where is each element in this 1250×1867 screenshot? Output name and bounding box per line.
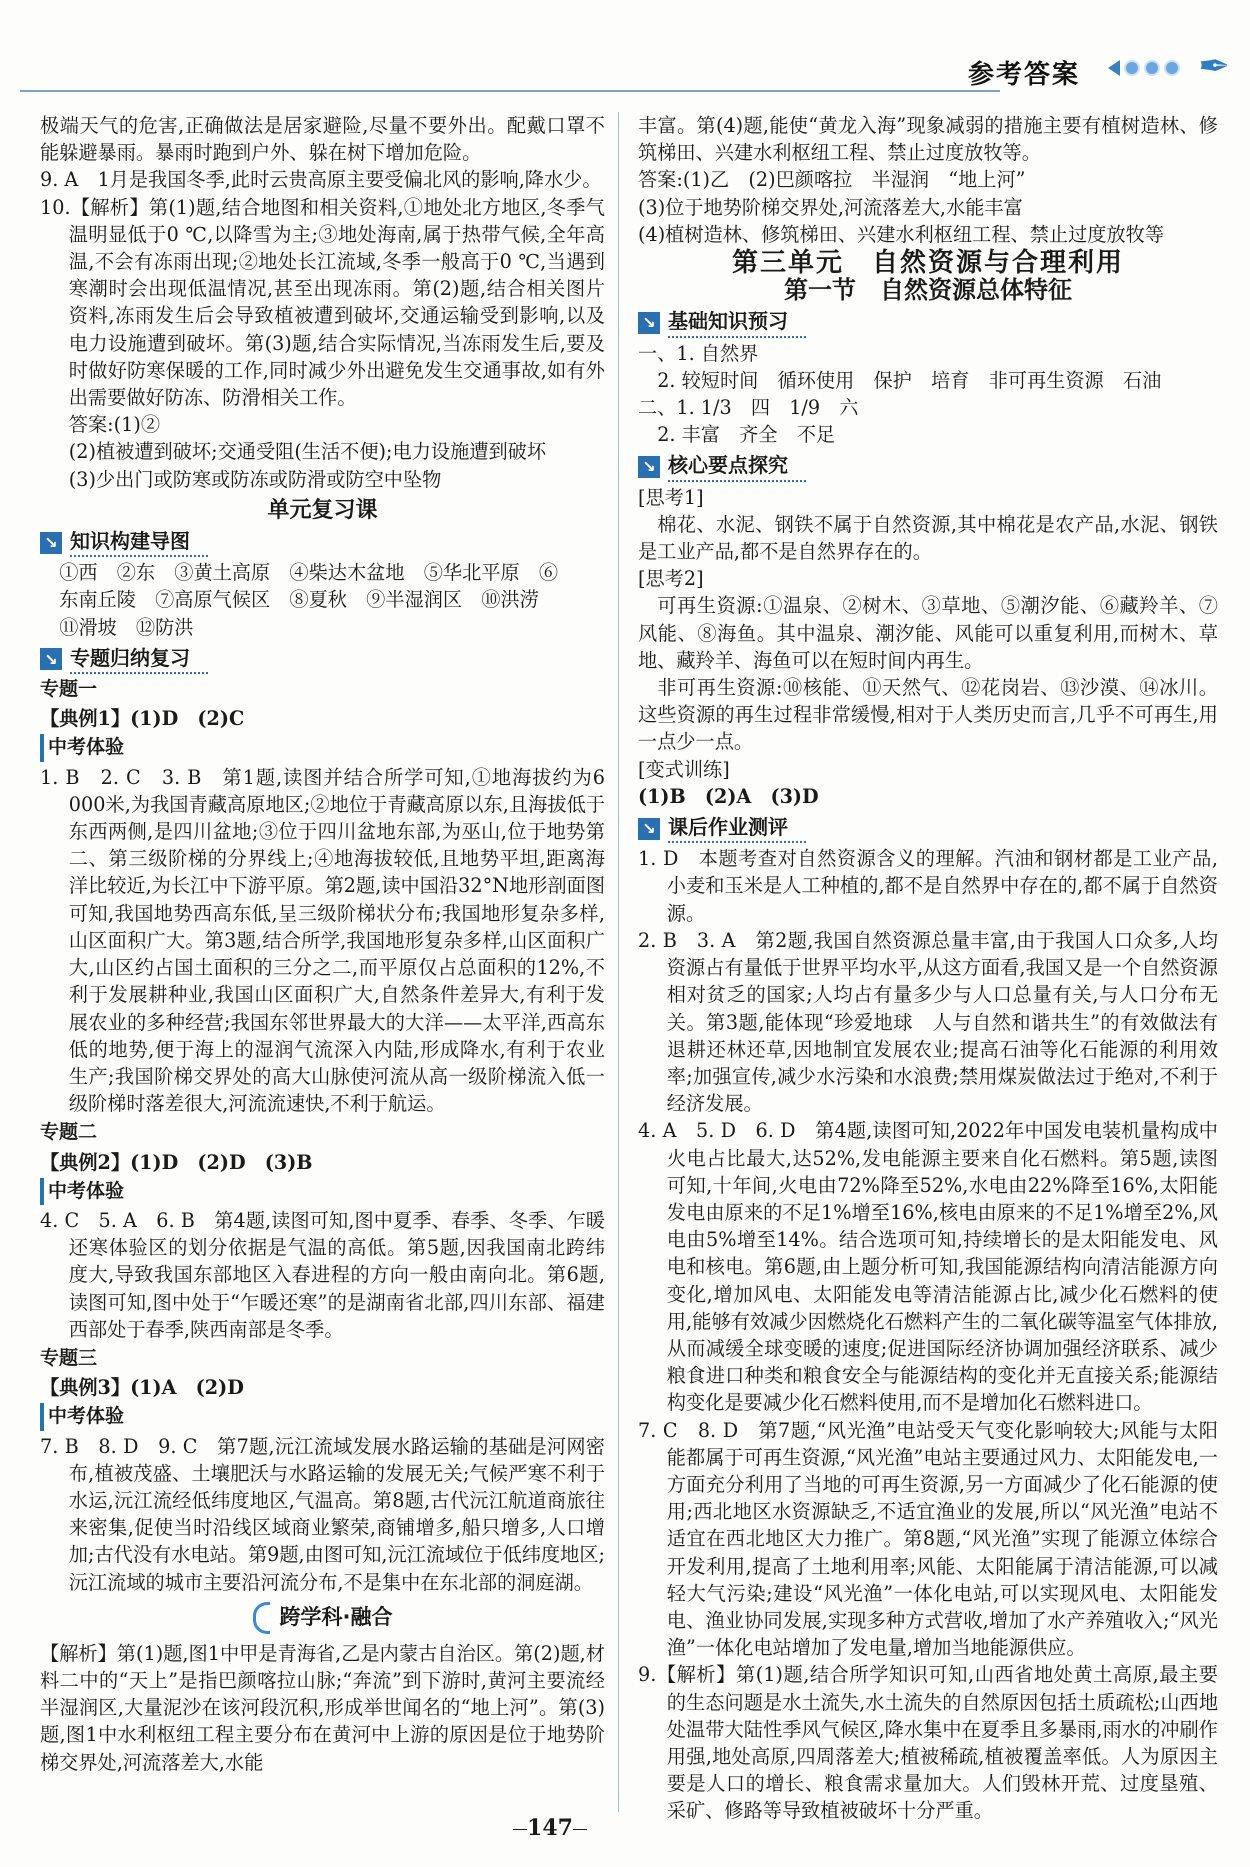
example-answer: 【典例2】(1)D (2)D (3)B [40,1150,313,1174]
section-title: 第一节 自然资源总体特征 [784,276,1072,305]
answer-block: 7. B 8. D 9. C 第7题,沅江流域发展水路运输的基础是河网密布,植被茂盛、土壤肥沃与水路运输的发展无关;气候严寒不利于水运,沅江流经低纬度地区,气温高。第8题,古代沅江航道商旅往来密集,促使当时沿线区域商业繁荣,商铺增多,船只增多,人口增加;古代没有水电站。第9题,由图可知,沅江流域位于低纬度地区;沅江流域的城市主要沿河流分布,不是集中在东北部的洞庭湖。 [40,1434,606,1594]
tag-topic [40,645,605,674]
answer-block: 1. B 2. C 3. B 第1题,读图并结合所学可知,①地海拔约为6 000米,为我国青藏高原地区;②地位于青藏高原以东,且海拔低于东西两侧,是四川盆地;③位于四川盆地东部,为巫山,位于地势第二、第三级阶梯的分界线上;④地海拔较低,且地势平坦,距离海洋比较近,为长江中下游平原。第2题,读中国沿32°N地形剖面图可知,我国地势西高东低,呈三级阶梯状分布;我国地形复杂多样,山区面积广大。第3题,结合所学,我国地形复杂多样,山区面积广大,山区约占国土面积的三分之二,而平原仅占总面积的12%,不利于发展耕种业,我国山区面积广大,自然条件差异大,有利于发展农业的多种经营;我国东邻世界最大的大洋——太平洋,西高东低的地势,便于海上的湿润气流深入内陆,形成降水,有利于农业生产;我国阶梯交界处的高大山脉使河流从高一级阶梯流入低一级阶梯时落差很大,河流流速快,不利于航运。 [40,765,605,1116]
feather-icon: ✒ [1198,44,1230,88]
basic-line: 一、1. 自然界 [638,341,759,365]
answer-line: 答案:(1)乙 (2)巴颜喀拉 半湿润 “地上河” [638,168,1026,192]
tag-label: 基础知识预习 [668,308,806,337]
dot-icon [1144,60,1160,76]
knowledge-line: ①西 ②东 ③黄土高原 ④柴达木盆地 ⑤华北平原 ⑥ [59,561,559,585]
answer-line: (3)位于地势阶梯交界处,河流落差大,水能丰富 [638,195,1023,219]
header-decoration [1108,60,1180,76]
tag-label: 核心要点探究 [668,452,806,481]
topic-heading: 专题二 [40,1121,98,1144]
paragraph: 极端天气的危害,正确做法是居家避险,尽量不要外出。配戴口罩不能躲避暴雨。暴雨时跑到户外、躲在树下增加危险。 [40,114,605,165]
example-answer: 【典例3】(1)A (2)D [40,1376,244,1400]
unit-title: 第三单元 自然资源与合理利用 [731,248,1124,279]
knowledge-line: ⑪滑坡 ⑫防洪 [59,615,194,639]
tag-knowledge [40,528,605,557]
tag-label: 专题归纳复习 [70,645,208,674]
answer-block: 2. B 3. A 第2题,我国自然资源总量丰富,由于我国人口众多,人均资源占有量低于世界平均水平,从这方面看,我国又是一个自然资源相对贫乏的国家;人均占有量多少与人口总量有关,与人口分布无关。第3题,能体现“珍爱地球 人与自然和谐共生”的有效做法有退耕还林还草,因地制宜发展农业;提高石油等化石能源的利用效率;加强宣传,减少水污染和水浪费;禁用煤炭做法过于绝对,不利于经济发展。 [638,928,1218,1116]
cross-title: 跨学科·融合 [279,1605,393,1630]
basic-line: 二、1. 1/3 四 1/9 六 [638,396,859,420]
tag-label: 知识构建导图 [70,528,208,557]
answer-line: (3)少出门或防寒或防冻或防滑或防空中坠物 [68,467,442,491]
header-rule [20,90,1000,92]
page-header [20,44,1230,92]
think-label: [思考1] [638,485,704,509]
basic-line: 2. 丰富 齐全 不足 [657,423,836,447]
header-title: 参考答案 [967,60,1080,90]
think-text: 可再生资源:①温泉、②树木、③草地、⑤潮汐能、⑥藏羚羊、⑦风能、⑧海鱼。其中温泉、潮汐能、风能可以重复利用,而树木、草地、藏羚羊、海鱼可以在短时间内再生。 [638,594,1218,672]
think-text: 非可再生资源:⑩核能、⑪天然气、⑫花岗岩、⑬沙漠、⑭冰川。这些资源的再生过程非常缓慢,相对于人类历史而言,几乎不可再生,用一点少一点。 [638,676,1218,754]
variant-label: [变式训练] [638,757,730,781]
right-column [638,112,1218,1825]
exam-label: 中考体验 [40,1178,605,1205]
answer-10: 10.【解析】第(1)题,结合地图和相关资料,①地处北方地区,冬季气温明显低于0 ℃,以降雪为主;③地处海南,属于热带气候,全年高温,不会有冻雨出现;②地处长江流域,冬季一般高于0 ℃,当遇到寒潮时会出现低温情况,甚至出现冻雨。第(2)题,结合相关图片资料,冻雨发生后会导致植被遭到破坏,交通运输受到影响,以及电力设施遭到破坏。第(3)题,结合实际情况,当冻雨发生后,要及时做好防寒保暖的工作,同时减少外出避免发生交通事故,如有外出需要做好防冻、防滑相关工作。 [40,195,605,410]
topic-heading: 专题三 [40,1346,98,1369]
answer-9: 9. A 1月是我国冬季,此时云贵高原主要受偏北风的影响,降水少。 [40,168,602,192]
section-heading: 单元复习课 [267,497,378,523]
tag-core [638,452,1218,481]
exam-label: 中考体验 [40,734,605,761]
exam-label: 中考体验 [40,1403,605,1430]
cross-subject-heading [40,1602,605,1634]
arrow-icon: ↘ [40,532,62,554]
answer-block: 4. A 5. D 6. D 第4题,读图可知,2022年中国发电装机量构成中火电占比最大,达52%,发电能源主要来自化石燃料。第5题,读图可知,十年间,火电由72%降至52%,水电由22%降至16%,太阳能发电由原来的不足1%增至16%,核电由原来的不足1%增至2%,风电由5%增至14%。结合选项可知,持续增长的是太阳能发电、风电和核电。第6题,由上题分析可知,我国能源结构向清洁能源方向变化,增加风电、太阳能发电等清洁能源占比,减少化石燃料的使用,能够有效减少因燃烧化石燃料产生的二氧化碳等温室气体排放,从而减缓全球变暖的速度;促进国际经济协调加强经济联系、减少粮食进口种类和粮食安全与能源结构的变化并无直接关系;能源结构变化是要减少化石燃料使用,而不是增加化石燃料进口。 [638,1119,1218,1415]
page-number: 147 [500,1815,600,1841]
arrow-icon: ↘ [40,648,62,670]
tag-basic [638,308,1218,337]
answer-block: 7. C 8. D 第7题,“风光渔”电站受天气变化影响较大;风能与太阳能都属于可再生资源,“风光渔”电站主要通过风力、太阳能发电,一方面充分利用了当地的可再生资源,另一方面减少了化石能源的使用;西北地区水资源缺乏,不适宜渔业的发展,所以“风光渔”电站不适宜在西北地区大力推广。第8题,“风光渔”实现了能源立体综合开发利用,提高了土地利用率;风能、太阳能属于清洁能源,可以减轻大气污染;建设“风光渔”一体化电站,可以实现风电、太阳能发电、渔业协同发展,实现多种方式营收,增加了水产养殖收入;“风光渔”一体化电站增加了发电量,增加当地能源供应。 [638,1418,1218,1660]
arrow-icon: ↘ [638,456,660,478]
topic-heading: 专题一 [40,678,98,701]
arrow-icon: ↘ [638,818,660,840]
knowledge-line: 东南丘陵 ⑦高原气候区 ⑧夏秋 ⑨半湿润区 ⑩洪涝 [59,588,539,612]
example-answer: 【典例1】(1)D (2)C [40,707,245,731]
answer-line: (4)植树造林、修筑梯田、兴建水利枢纽工程、禁止过度放牧等 [638,222,1165,246]
left-column [40,112,605,1776]
answer-line: (2)植被遭到破坏;交通受阻(生活不便);电力设施遭到破坏 [68,440,547,464]
crescent-icon [253,1602,270,1634]
answer-block: 9.【解析】第(1)题,结合所学知识可知,山西省地处黄土高原,最主要的生态问题是水土流失,水土流失的自然原因包括土质疏松;山西地处温带大陆性季风气候区,降水集中在夏季且多暴雨,雨水的冲刷作用强,地处高原,四周落差大;植被稀疏,植被覆盖率低。人为原因主要是人口的增长、粮食需求量加大。人们毁林开荒、过度垦殖、采矿、修路等导致植被破坏十分严重。 [638,1663,1218,1823]
arrow-icon: ↘ [638,312,660,334]
answer-block: 1. D 本题考查对自然资源含义的理解。汽油和钢材都是工业产品,小麦和玉米是人工种植的,都不是自然界中存在的,都不属于自然资源。 [638,847,1218,925]
tag-label: 课后作业测评 [668,814,806,843]
dot-icon [1164,60,1180,76]
tag-after [638,814,1218,843]
analysis: 【解析】第(1)题,图1中甲是青海省,乙是内蒙古自治区。第(2)题,材料二中的“天上”是指巴颜喀拉山脉;“奔流”到下游时,黄河主要流经半湿润区,大量泥沙在该河段沉积,形成举世闻名的“地上河”。第(3)题,图1中水利枢纽工程主要分布在黄河中上游的原因是位于地势阶梯交界处,河流落差大,水能 [40,1641,605,1774]
arrow-left-icon [1108,60,1120,76]
think-text: 棉花、水泥、钢铁不属于自然资源,其中棉花是农产品,水泥、钢铁是工业产品,都不是自然界存在的。 [638,512,1218,564]
answer-label: 答案:(1)② [68,413,161,437]
answer-block: 4. C 5. A 6. B 第4题,读图可知,图中夏季、春季、冬季、乍暖还寒体验区的划分依据是气温的高低。第5题,因我国南北跨纬度大,导致我国东部地区入春进程的方向一般由南向北。第6题,读图可知,图中处于“乍暖还寒”的是湖南省北部,四川东部、福建西部处于春季,陕西南部是冬季。 [40,1208,605,1341]
basic-line: 2. 较短时间 循环使用 保护 培育 非可再生资源 石油 [657,368,1162,392]
dot-icon [1124,60,1140,76]
paragraph: 丰富。第(4)题,能使“黄龙入海”现象减弱的措施主要有植树造林、修筑梯田、兴建水利枢纽工程、禁止过度放牧等。 [638,114,1218,165]
column-divider [618,112,619,1812]
variant-answer: (1)B (2)A (3)D [638,784,819,808]
think-label: [思考2] [638,567,704,591]
